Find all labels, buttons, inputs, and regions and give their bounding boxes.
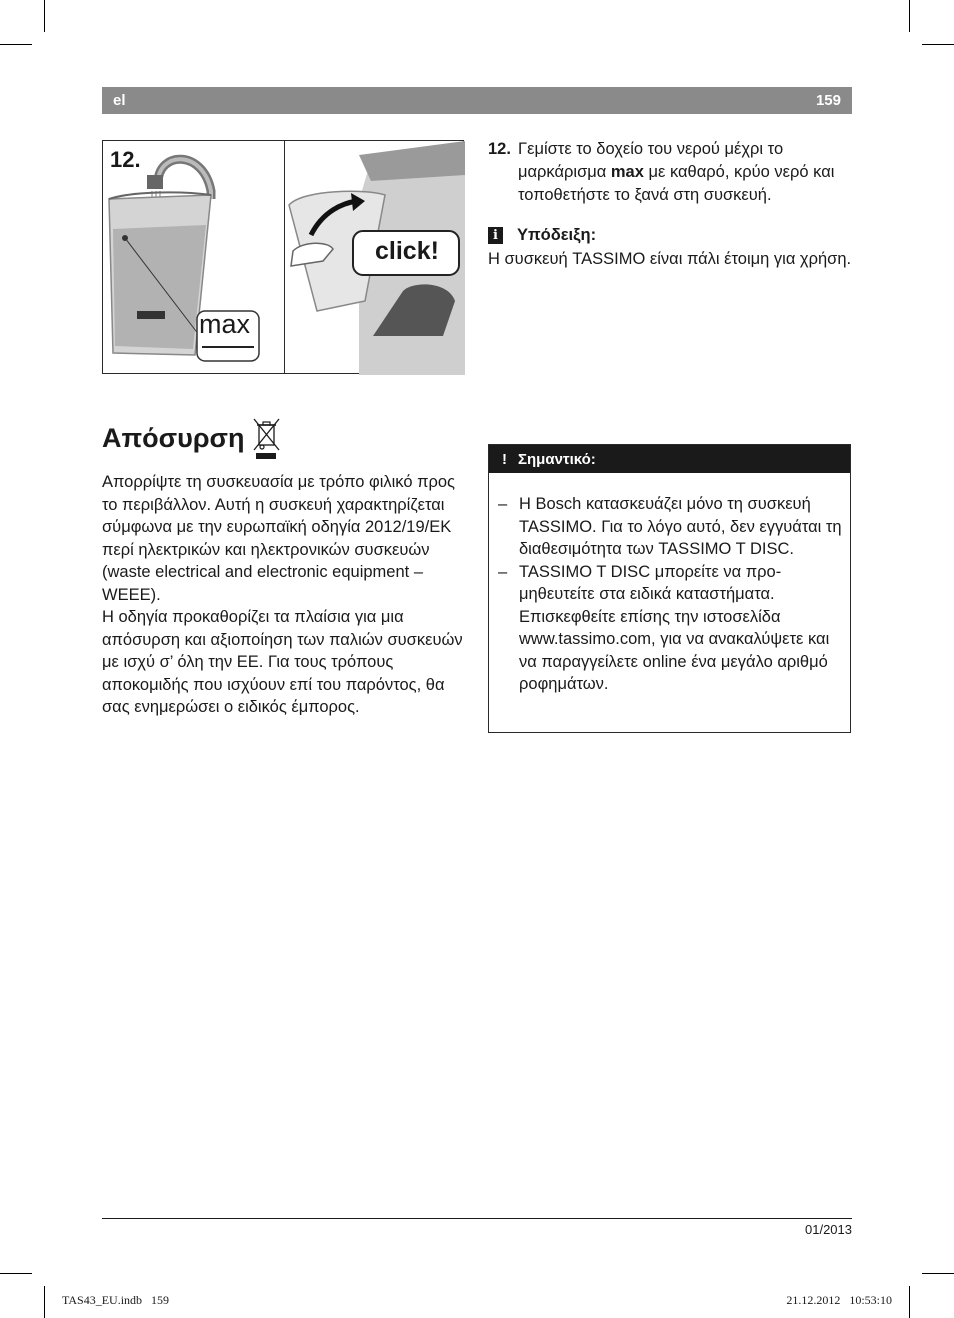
crossed-out-wheelie-bin-icon — [251, 416, 281, 460]
tap-icon — [147, 175, 163, 189]
figure-step-number: 12. — [110, 147, 141, 172]
important-list — [498, 493, 850, 696]
crop-mark — [0, 44, 32, 45]
step-number: 12. — [488, 140, 511, 158]
hint-heading — [488, 226, 596, 245]
footer-rule — [102, 1218, 852, 1219]
click-label: click! — [375, 237, 439, 265]
paragraph: Η οδηγία προκαθορίζει τα πλαίσια για μια απόσυρση και αξιοποίηση των παλιών συσκευών με ισχύ σ’ όλη την ΕΕ. Για τους τρόπους αποκομιδής που ισχύουν επί του παρόντος, θα σας ενημερώσει ο ειδικός έμπορος. — [102, 608, 463, 716]
crop-mark — [44, 1286, 45, 1318]
crop-mark — [922, 1273, 954, 1274]
crop-mark — [0, 1273, 32, 1274]
max-label: max — [199, 309, 251, 339]
dash-bullet: – — [498, 495, 508, 513]
crop-mark — [922, 44, 954, 45]
list-item — [498, 493, 850, 561]
step-text-part: με καθαρό, κρύο νερό και τοποθετήστε το ξανά στη συσκευή. — [518, 163, 835, 204]
step-text — [518, 138, 853, 207]
list-item — [498, 561, 850, 696]
crop-mark — [909, 0, 910, 32]
step-text-bold: max — [610, 163, 644, 181]
list-item-text: Η Bosch κατασκευάζει μόνο τη συσκευή TASSIMO. Για το λόγο αυτό, δεν εγγυάται τη διαθεσιμότητα των TASSIMO T DISC. — [519, 495, 842, 558]
disposal-text — [102, 471, 464, 719]
hint-title: Υπόδειξη: — [517, 226, 597, 244]
step-instruction — [488, 138, 853, 207]
disposal-title: Απόσυρση — [102, 422, 245, 453]
important-title: Σημαντικό: — [518, 450, 596, 468]
print-slug-file: TAS43_EU.indb 159 — [62, 1293, 170, 1307]
crop-mark — [909, 1286, 910, 1318]
print-slug-timestamp: 21.12.2012 10:53:10 — [786, 1293, 892, 1307]
page-header — [102, 87, 852, 114]
crop-mark — [44, 0, 45, 32]
important-header — [489, 445, 850, 473]
footer-date: 01/2013 — [805, 1222, 852, 1237]
warning-icon: ! — [502, 450, 507, 468]
language-code: el — [113, 92, 126, 109]
paragraph: Απορρίψτε τη συσκευασία με τρόπο φιλικό προς το περιβάλλον. Αυτή η συσκευή χαρακτηρίζεται σύμφωνα με την ευρωπαϊκή οδηγία 2012/19/ΕΚ περί ηλεκτρικών και ηλεκτρονικών συσκευών (waste electrical and electronic equipment – WEEE). — [102, 473, 455, 604]
important-notice — [488, 444, 851, 733]
page-number: 159 — [815, 92, 841, 109]
info-icon: i — [488, 227, 503, 244]
hint-text: Η συσκευή TASSIMO είναι πάλι έτοιμη για χρήση. — [488, 250, 852, 268]
step-illustration — [102, 140, 464, 374]
section-title — [102, 416, 281, 460]
step-text-part: Γεμίστε το δοχείο του νερού μέχρι το μαρκάρισμα — [518, 140, 784, 181]
dash-bullet: – — [498, 562, 508, 581]
list-item-text: TASSIMO T DISC μπορείτε να προ- μηθευτείτε στα ειδικά καταστήματα. Επισκεφθείτε επίσης την ιστοσελίδα www.tassimo.com, για να ανακαλύψετε και να παραγγείλετε online ένα μεγάλο αριθμό ροφημάτων. — [519, 562, 830, 693]
